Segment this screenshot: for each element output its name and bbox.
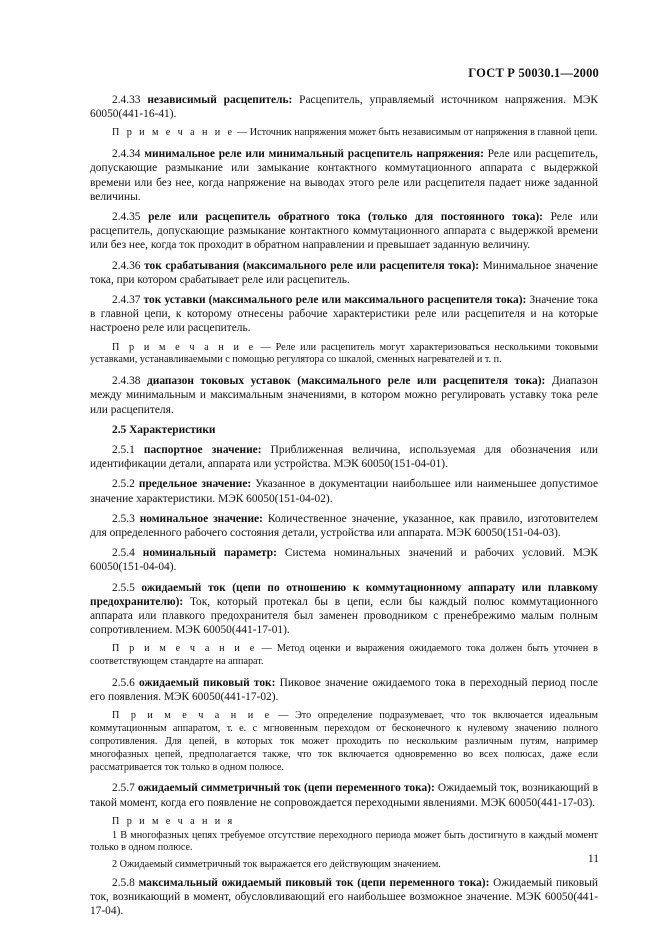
clause-2-5-6: 2.5.6 ожидаемый пиковый ток: Пиковое значение ожидаемого тока в переходный период после его появления. МЭК 60050(441-17-02). — [90, 677, 598, 704]
clause-2-4-34: 2.4.34 минимальное реле или минимальный расцепитель напряжения: Реле или расцепитель, допускающие размыкание или замыкание контактного коммутационного аппарата с выдержкой времени или без нее, когда напряжение на выводах этого реле или расцепителя падает ниже заданной величины. — [90, 148, 598, 203]
term: номинальный параметр: — [142, 547, 277, 560]
term: ожидаемый ток (цепи по отношению к коммутационному аппарату или плавкому предохранителю): — [90, 581, 598, 608]
note: П р и м е ч а н и е — Реле или расцепитель могут характеризоваться несколькими токовыми уставками, устанавливаемыми с помощью регулятора со шкалой, сменных нагревателей и т. п. — [90, 341, 598, 366]
clause-2-4-36: 2.4.36 ток срабатывания (максимального реле или расцепителя тока): Минимальное значение тока, при котором срабатывает реле или расцепитель. — [90, 259, 598, 286]
note-item: 2 Ожидаемый симметричный ток выражается его действующим значением. — [112, 859, 441, 871]
term: ток срабатывания (максимального реле или расцепителя тока): — [144, 259, 480, 272]
term: ожидаемый пиковый ток: — [138, 677, 276, 690]
term: диапазон токовых уставок (максимального реле или расцепителя тока): — [147, 375, 546, 388]
term: ожидаемый симметричный ток (цепи переменного тока): — [137, 782, 435, 795]
notes-heading: П р и м е ч а н и я — [112, 815, 235, 827]
clause-2-5-2: 2.5.2 предельное значение: Указанное в документации наибольшее или наименьшее допустимое значение характеристики. МЭК 60050(151-04-02). — [90, 478, 598, 505]
term: ток уставки (максимального реле или максимального расцепителя тока): — [143, 294, 527, 307]
term: предельное значение: — [138, 478, 252, 491]
term: максимальный ожидаемый пиковый ток (цепи переменного тока): — [138, 877, 490, 890]
clause-2-4-35: 2.4.35 реле или расцепитель обратного тока (только для постоянного тока): Реле или расцепитель, допускающие размыкание контактного коммутационного аппарата с выдержкой времени или без нее, когда ток проходит в обратном направлении и превышает заданную величину. — [90, 211, 598, 252]
note-item: 1 В многофазных цепях требуемое отсутствие переходного периода может быть достигнуто в каждый момент только в одном полюсе. — [90, 829, 598, 854]
clause-2-5-3: 2.5.3 номинальное значение: Количественное значение, указанное, как правило, изготовителем для определенного рабочего состояния детали, устройства или аппарата. МЭК 60050(151-04-03). — [90, 512, 598, 540]
clause-2-4-33: 2.4.33 независимый расцепитель: Расцепитель, управляемый источником напряжения. МЭК 60050(441-16-41). — [90, 94, 599, 121]
page-number: 11 — [587, 853, 599, 865]
clause-2-4-37: 2.4.37 ток уставки (максимального реле или максимального расцепителя тока): Значение тока в главной цепи, к которому отнесены рабочие характеристики реле или расцепителя и на которые настроено реле или расцепитель. — [90, 294, 598, 335]
note: П р и м е ч а н и е — Источник напряжения может быть независимым от напряжения в главной цепи. — [112, 127, 598, 139]
note: П р и м е ч а н и е — Это определение подразумевает, что ток включается идеальным коммутационным аппаратом, т. е. с мгновенным переходом от бесконечного к нулевому значению полного сопротивления. Для цепей, в которых ток может проходить по нескольким различным путям, например многофазных цепей, предполагается также, что ток включается одновременно во всех полюсах, даже если рассматривается ток только в одном полюсе. — [90, 710, 599, 773]
clause-2-5-5: 2.5.5 ожидаемый ток (цепи по отношению к коммутационному аппарату или плавкому предохранителю): Ток, который протекал бы в цепи, если бы каждый полюс коммутационного аппарата или плавкого предохранителя был заменен проводником с пренебрежимо малым полным сопротивлением. МЭК 60050(441-17-01). — [90, 581, 598, 637]
term: номинальное значение: — [139, 512, 263, 525]
note: П р и м е ч а н и е — Метод оценки и выражения ожидаемого тока должен быть уточнен в соответствующем стандарте на аппарат. — [90, 643, 598, 668]
term: минимальное реле или минимальный расцепитель напряжения: — [144, 148, 484, 161]
clause-2-5-4: 2.5.4 номинальный параметр: Система номинальных значений и рабочих условий. МЭК 60050(151-04-04). — [90, 547, 598, 574]
term: паспортное значение: — [143, 444, 262, 457]
term: независимый расцепитель: — [147, 94, 293, 106]
clause-2-5-8: 2.5.8 максимальный ожидаемый пиковый ток (цепи переменного тока): Ожидаемый пиковый ток, возникающий в момент, обусловливающий его наибольшее возможное значение. МЭК 60050(441-17-04). — [90, 877, 598, 918]
page-content — [90, 93, 598, 925]
term: реле или расцепитель обратного тока (только для постоянного тока): — [148, 211, 543, 224]
clause-2-5-7: 2.5.7 ожидаемый симметричный ток (цепи переменного тока): Ожидаемый ток, возникающий в такой момент, когда его появление не сопровождается переходными явлениями. МЭК 60050(441-17-03). — [90, 782, 598, 809]
page-header: ГОСТ Р 50030.1—2000 — [468, 66, 599, 80]
clause-2-5-1: 2.5.1 паспортное значение: Приближенная величина, используемая для обозначения или идентификации детали, аппарата или устройства. МЭК 60050(151-04-01). — [90, 444, 598, 471]
section-heading: 2.5 Характеристики — [112, 423, 216, 436]
clause-2-4-38: 2.4.38 диапазон токовых уставок (максимального реле или расцепителя тока): Диапазон между минимальным и максимальным значениями, в котором можно регулировать уставку тока реле или расцепителя. — [90, 375, 599, 416]
